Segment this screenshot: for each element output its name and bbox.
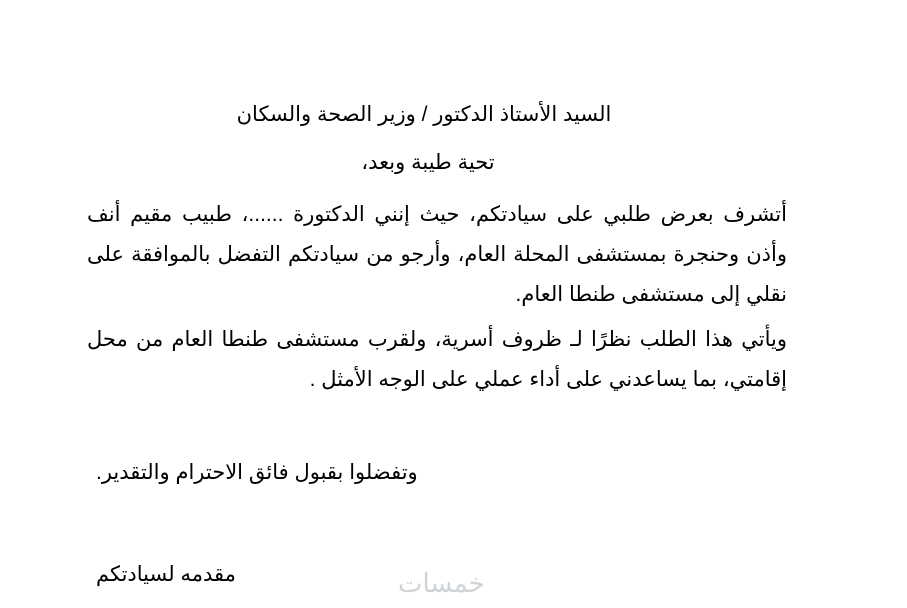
greeting-line: تحية طيبة وبعد،: [361, 151, 495, 174]
closing-line: وتفضلوا بقبول فائق الاحترام والتقدير.: [96, 461, 418, 484]
request-paragraph: أتشرف بعرض طلبي على سيادتكم، حيث إنني الدكتورة ......، طبيب مقيم أنف وأذن وحنجرة بمستشفى المحلة العام، وأرجو من سيادتكم التفضل بالموافقة على نقلي إلى مستشفى طنطا العام.: [87, 203, 787, 306]
addressee-line: السيد الأستاذ الدكتور / وزير الصحة والسكان: [236, 103, 612, 126]
reason-paragraph: ويأتي هذا الطلب نظرًا لـ ظروف أسرية، ولقرب مستشفى طنطا العام من محل إقامتي، بما يساعدني على أداء عملي على الوجه الأمثل .: [87, 328, 787, 391]
signature-label: مقدمه لسيادتكم: [96, 563, 236, 586]
watermark-logo: خمسات: [398, 568, 485, 598]
